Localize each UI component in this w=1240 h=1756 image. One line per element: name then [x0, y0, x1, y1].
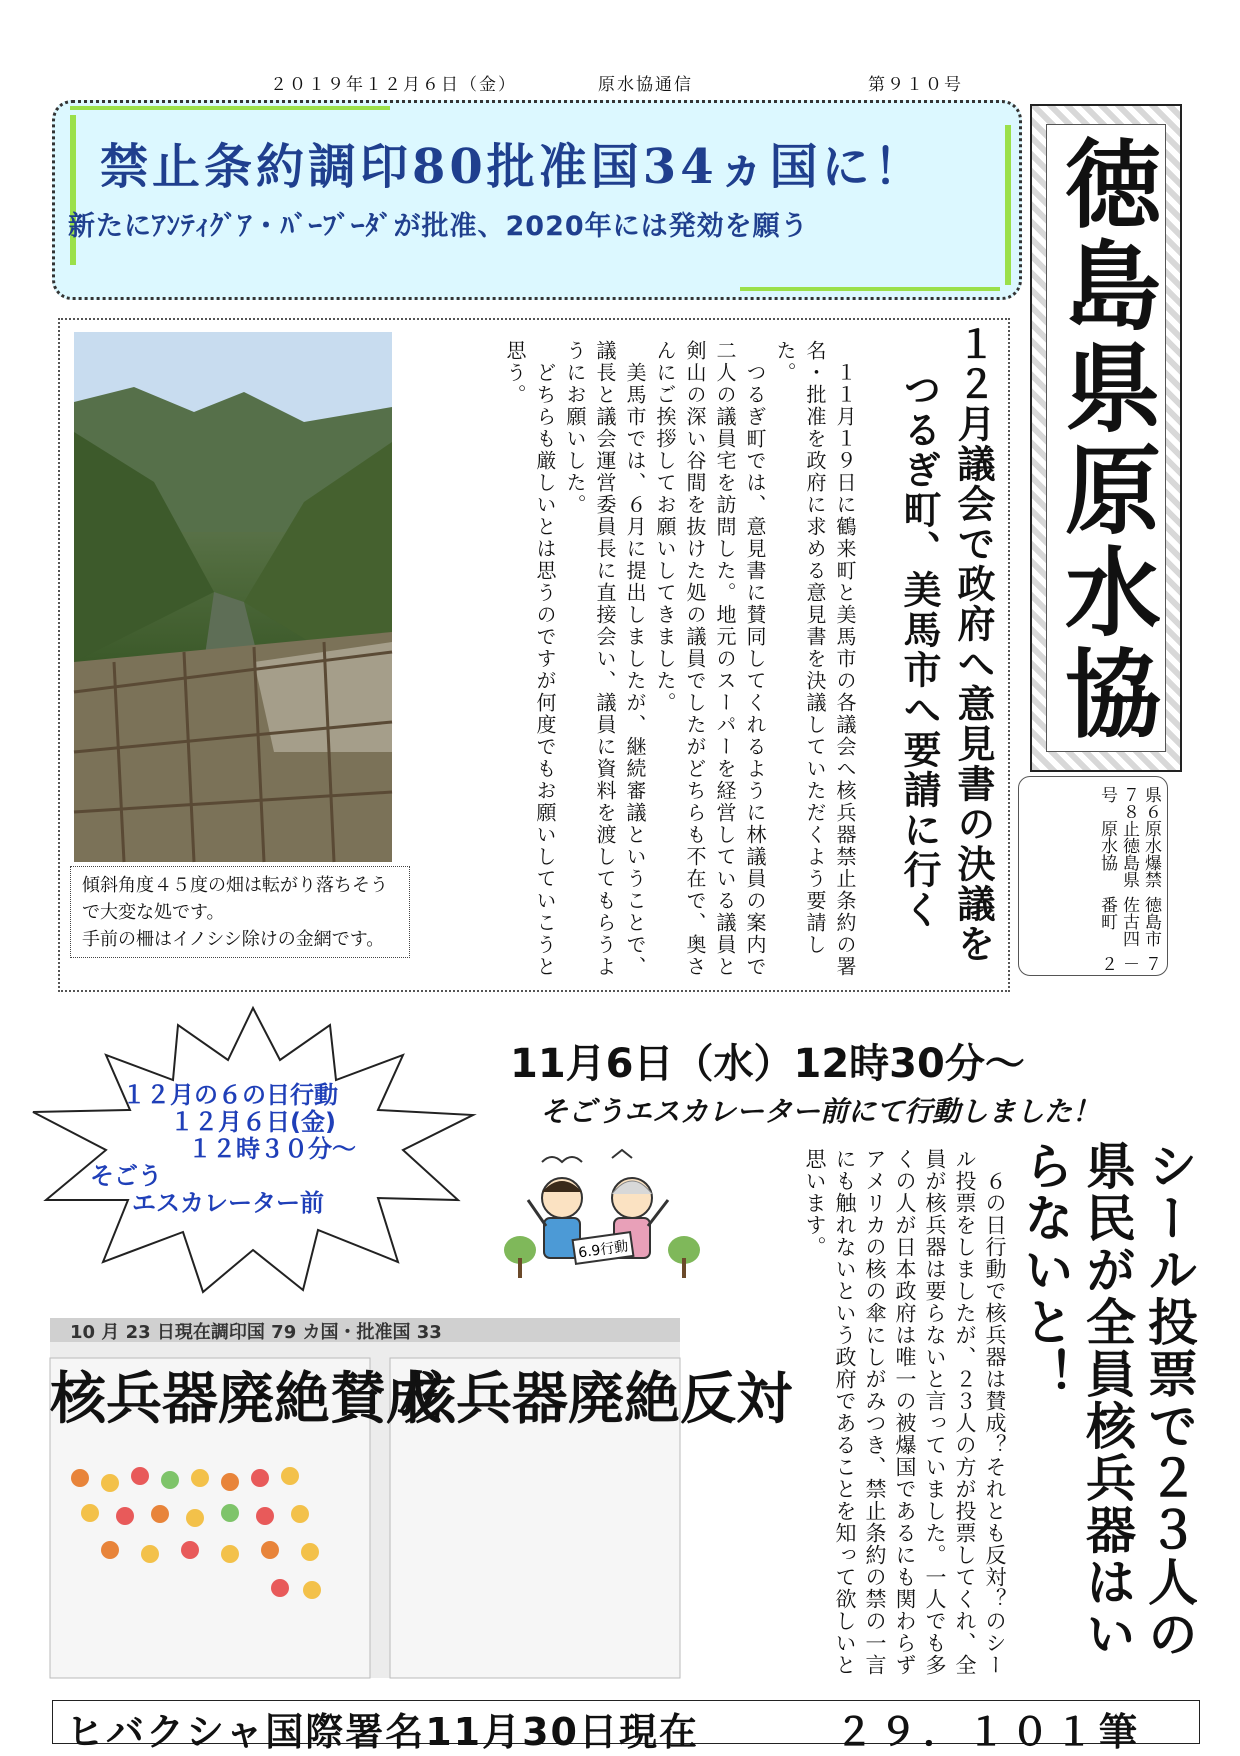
caption-line: 傾斜角度４５度の畑は転がり落ちそうで大変な処です。: [82, 875, 388, 923]
issue-date: ２０１９年１２月６日（金）: [270, 75, 517, 95]
caption-line: 手前の柵はイノシシ除けの金網です。: [82, 929, 385, 950]
article-body: [410, 340, 860, 980]
event-title: 11月6日（水）12時30分～: [510, 1041, 1025, 1087]
mountain-valley-image: [74, 332, 392, 862]
address-line: ７－２: [1097, 955, 1161, 972]
masthead-title: [1046, 134, 1166, 754]
vote-article-paragraph: ６の日行動で核兵器は賛成？それとも反対？のシール投票をしましたが、２３人の方が投票してくれ、全員が核兵器は要らないと言っていました。一人でも多くの人が日本政府は唯一の被爆国であるにも関わらずアメリカの核の傘にしがみつき、禁止条約の禁の一言にも触れないという政府であることを知って欲しいと思います。: [803, 1148, 1007, 1676]
signature-count-label: ヒバクシャ国際署名11月30日現在: [66, 1710, 700, 1754]
article-paragraph: どちらも厳しいとは思うのですが何度でもお願いしていこうと思う。: [503, 340, 557, 978]
burst-line: エスカレーター前: [132, 1189, 324, 1217]
vote-headline-line: らないと！: [1016, 1140, 1075, 1400]
vote-headline-line: 県民が全員核兵器はい: [1078, 1140, 1137, 1660]
publication-name: 原水協通信: [598, 75, 693, 95]
signature-count-value: ２９．１０１筆: [835, 1710, 1144, 1754]
article-headline: [870, 324, 1000, 974]
address-line: 県６７８号: [1097, 786, 1161, 820]
mountain-valley-photo: [74, 332, 392, 862]
headline-title: 禁止条約調印80批准国34ヵ国に！: [100, 139, 926, 195]
article-paragraph: つるぎ町では、意見書に賛同してくれるように林議員の案内で二人の議員宅を訪問した。地元のスーパーを経営している議員と剣山の深い谷間を抜けた処の議員でしたがどちらも不在で、奥さんにご挨拶してお願いしてきました。: [653, 340, 767, 978]
address-line: 原水爆禁止徳島県原水協: [1097, 820, 1161, 889]
vote-article-headline: [1016, 1140, 1200, 1700]
address-block: [1026, 786, 1162, 972]
illustration-label: 6.9行動: [577, 1238, 630, 1262]
issue-number: 第９１０号: [868, 75, 963, 95]
starburst-text: [90, 1082, 410, 1217]
burst-line: そごう: [90, 1162, 162, 1190]
burst-line: １２月の６の日行動: [122, 1081, 338, 1109]
vote-poster-image: [50, 1318, 792, 1678]
people-illustration: [502, 1140, 702, 1290]
headline-accent-top: [70, 106, 390, 110]
vote-headline-line: シール投票で２３人の: [1140, 1140, 1199, 1660]
issue-meta: [270, 70, 990, 96]
headline-subtitle: 新たにｱﾝﾃｨｸﾞｱ・ﾊﾞｰﾌﾞｰﾀﾞが批准、2020年には発効を願う: [68, 211, 809, 242]
poster-right-text: 核兵器廃絶反対: [400, 1367, 792, 1432]
article-headline-line: １２月議会で政府へ意見書の決議を: [951, 324, 996, 964]
article-paragraph: 美馬市では、６月に提出しましたが、継続審議ということで、議長と議会運営委員長に直接会い、議員に資料を渡してもらうようにお願いした。: [563, 340, 647, 978]
vote-poster-photo: [50, 1318, 792, 1678]
address-line: 徳島市佐古四番町: [1097, 896, 1161, 948]
burst-line: １２月６日(金): [170, 1108, 336, 1136]
poster-left-text: 核兵器廃絶賛成: [50, 1367, 442, 1432]
article-headline-line: つるぎ町、美馬市へ要請に行く: [897, 370, 942, 930]
photo-caption: [82, 872, 402, 953]
poster-top-text: 10 月 23 日現在調印国 79 カ国・批准国 33: [70, 1322, 442, 1343]
masthead-title-text: 徳島県原水協: [1049, 134, 1163, 746]
headline-accent-bottom: [740, 287, 1000, 291]
event-subtitle: そごうエスカレーター前にて行動しました！: [540, 1095, 1101, 1128]
article-paragraph: １１月１９日に鶴来町と美馬市の各議会へ核兵器禁止条約の署名・批准を政府に求める意見書を決議していただくよう要請した。: [773, 340, 857, 978]
burst-line: １２時３０分～: [188, 1135, 356, 1163]
